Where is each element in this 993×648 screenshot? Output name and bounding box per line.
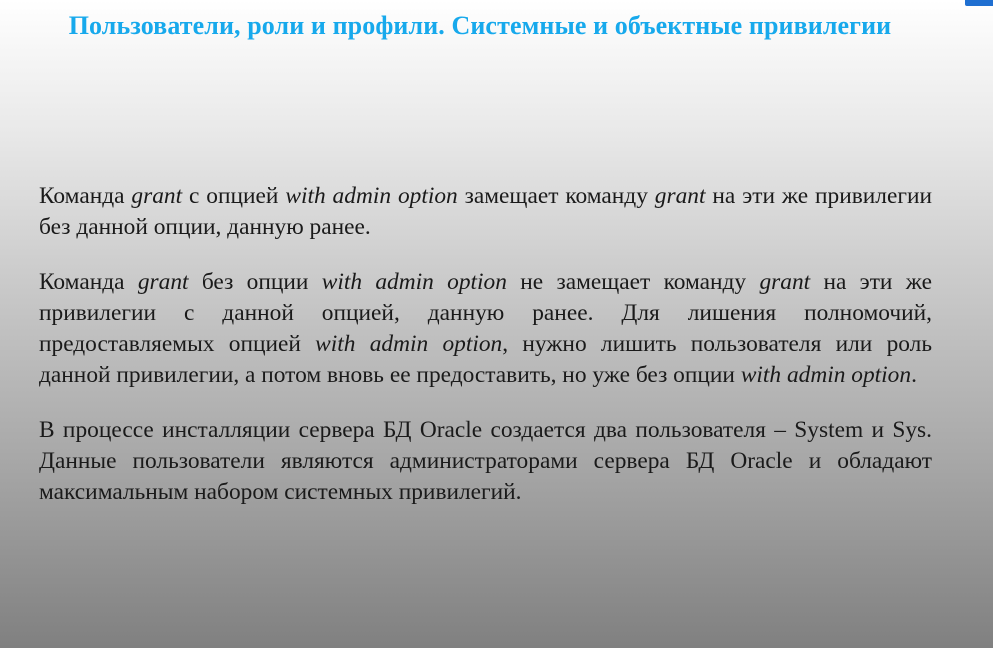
paragraph-text: на эти же привилегии без данной опции, данную ранее. <box>39 183 932 240</box>
paragraph-3 <box>39 415 932 508</box>
paragraph-text: замещает команду <box>457 183 655 209</box>
code-term: grant <box>131 183 183 209</box>
paragraph-text: В процессе инсталляции сервера БД Oracle создается два пользователя – System и Sys. Данные пользователи являются администраторами сервера БД Oracle и обладают максимальным набором системных привилегий. <box>39 417 932 505</box>
paragraph-text: , нужно лишить пользователя или роль данной привилегии, а потом вновь ее предоставить, но уже без опции <box>39 331 932 388</box>
paragraph-text: на эти же привилегии с данной опцией, данную ранее. Для лишения полномочий, предоставляемых опцией <box>39 269 932 357</box>
code-term: with admin option <box>740 362 912 388</box>
paragraph-text: без опции <box>188 269 322 295</box>
slide-body <box>39 181 932 532</box>
paragraph-text: с опцией <box>182 183 286 209</box>
paragraph-text: Команда <box>39 183 132 209</box>
code-term: with admin option <box>321 269 507 295</box>
code-term: with admin option <box>285 183 458 209</box>
code-term: with admin option <box>315 331 503 357</box>
paragraph-text: не замещает команду <box>506 269 760 295</box>
paragraph-text: . <box>911 362 917 388</box>
slide-title: Пользователи, роли и профили. Системные и объектные привилегии <box>68 11 892 40</box>
paragraph-1 <box>39 181 932 243</box>
corner-marker <box>965 0 993 6</box>
code-term: grant <box>654 183 706 209</box>
paragraph-2 <box>39 267 932 391</box>
paragraph-text: Команда <box>39 269 138 295</box>
code-term: grant <box>137 269 189 295</box>
code-term: grant <box>759 269 811 295</box>
